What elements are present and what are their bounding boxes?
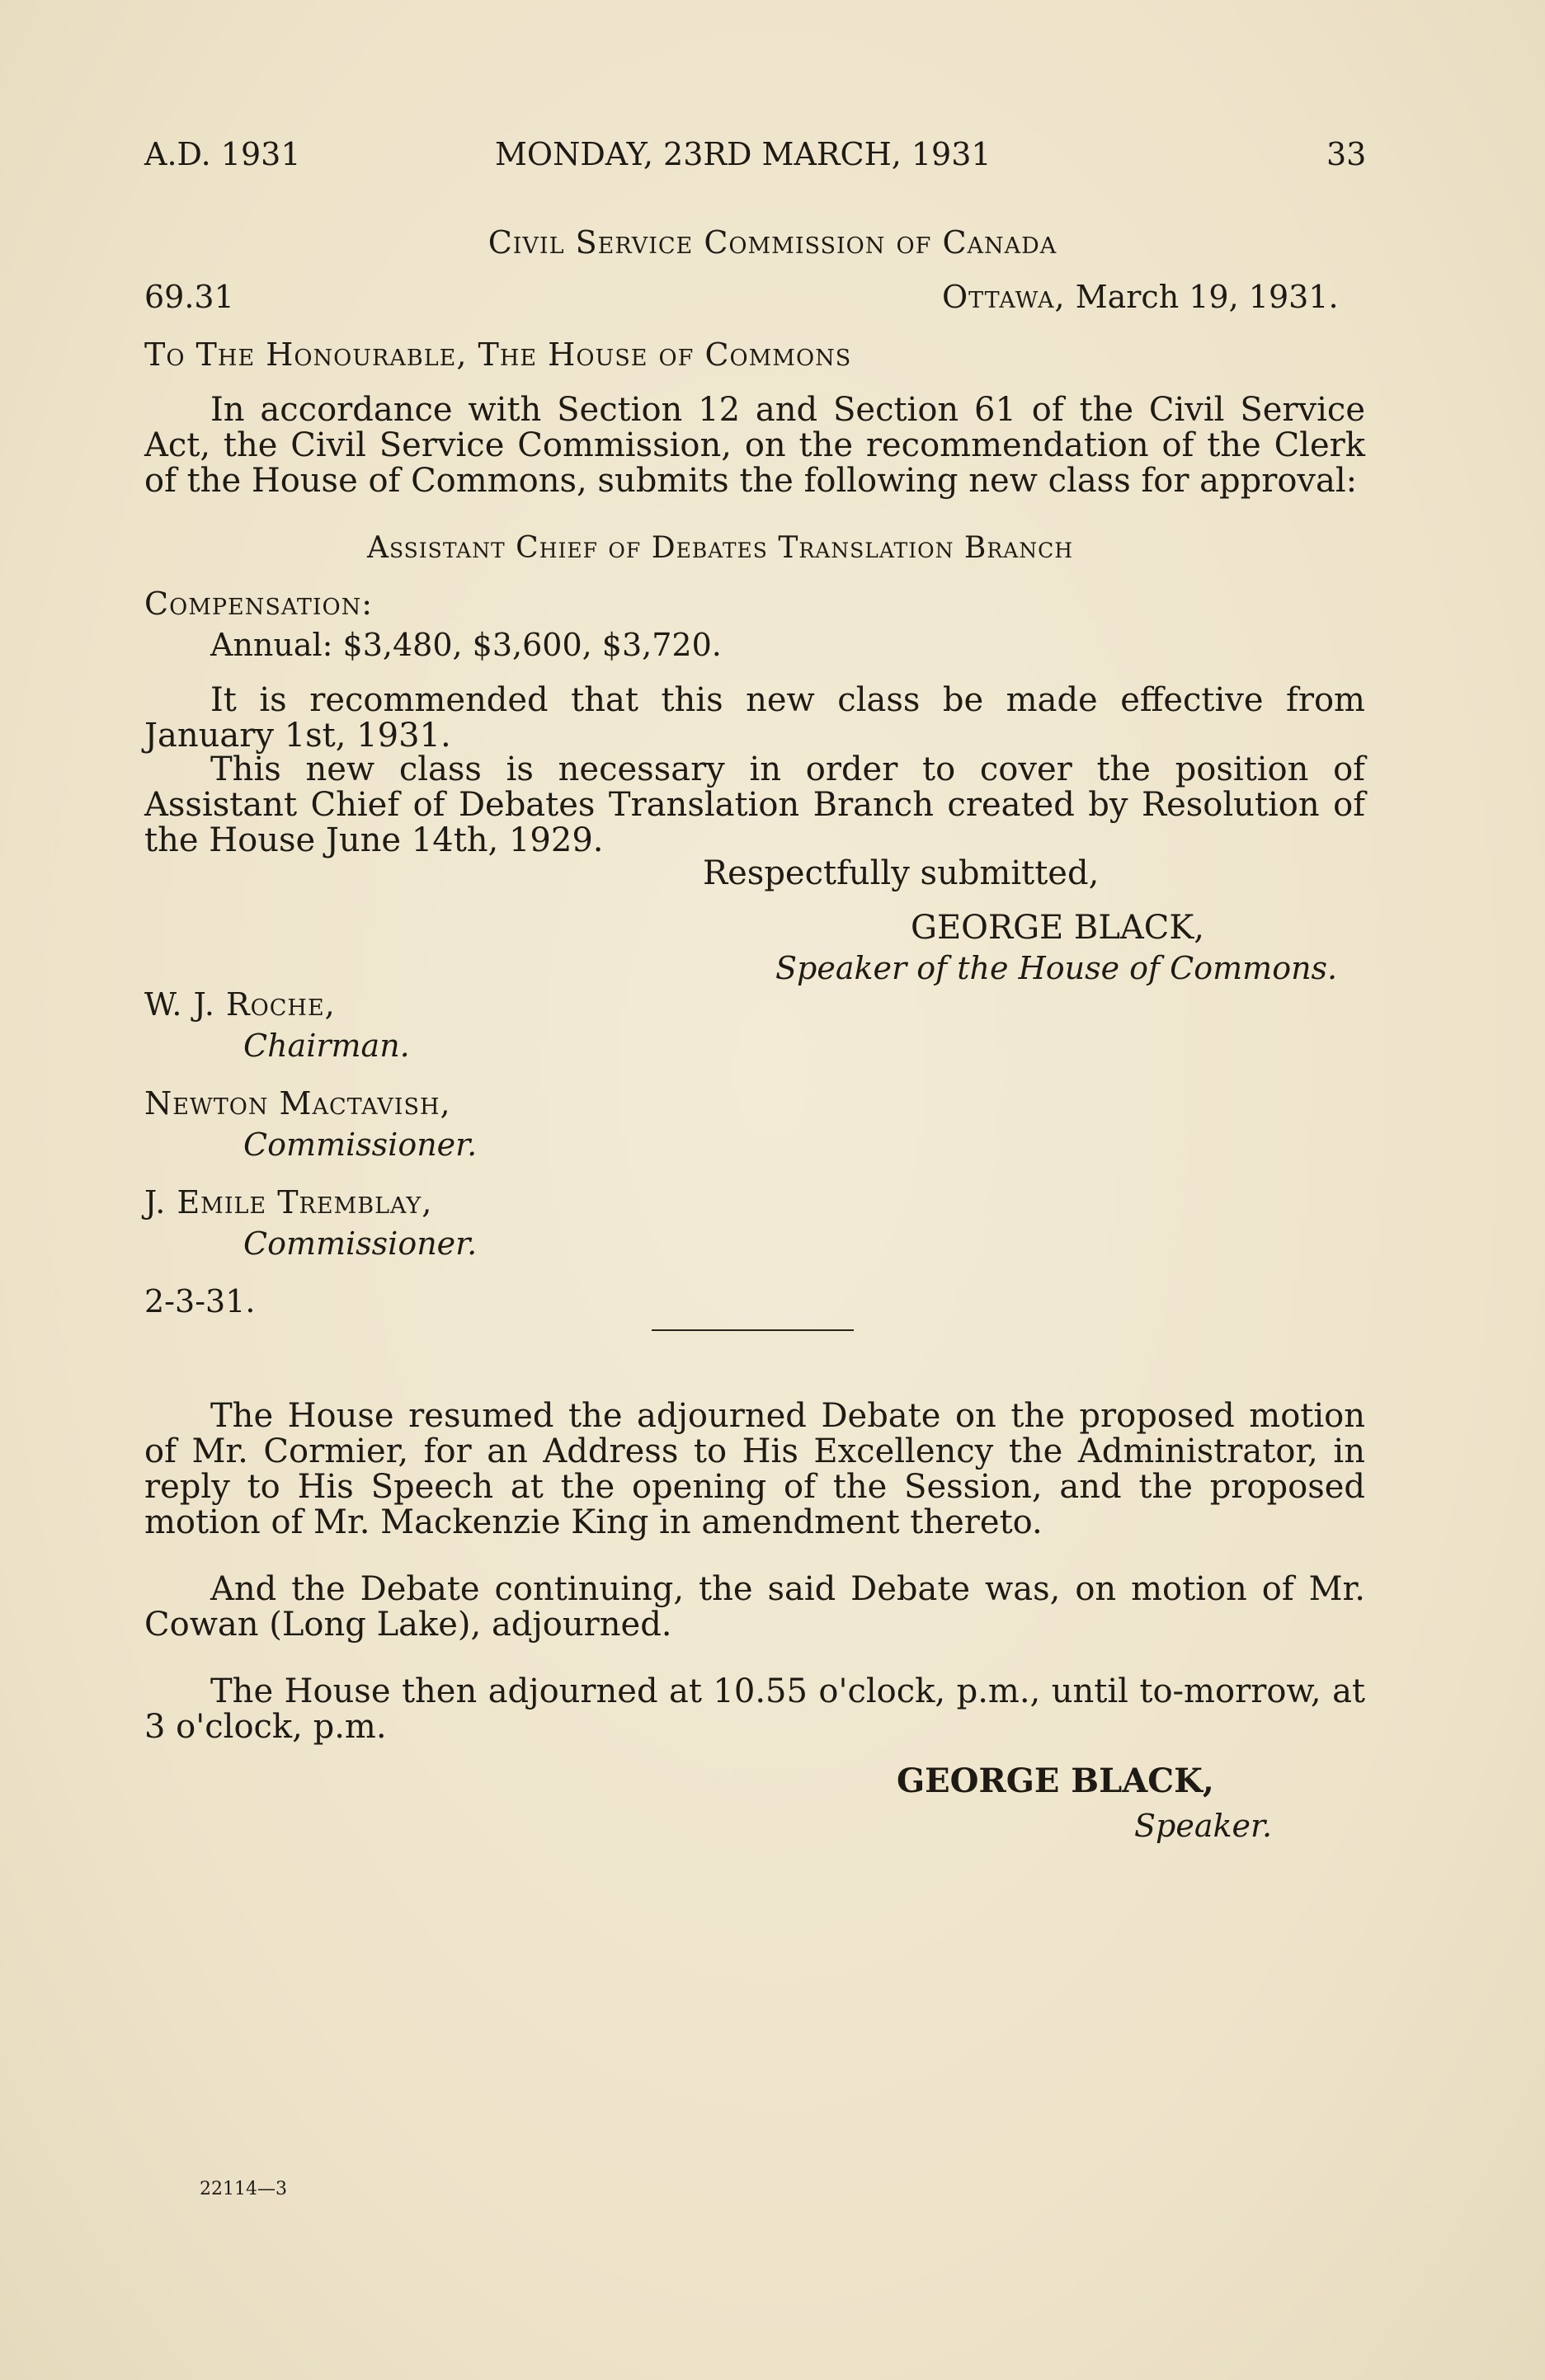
dateline-date: March 19, 1931. (1075, 279, 1339, 315)
dateline (942, 279, 1339, 315)
recommendation-paragraph: It is recommended that this new class be made effective from January 1st, 1931. (144, 681, 1365, 755)
dateline-place: Ottawa, (942, 279, 1066, 315)
closing: Respectfully submitted, (703, 854, 1100, 892)
page-number: 33 (1326, 136, 1367, 172)
signatory-name: J. Emile Tremblay, (144, 1184, 433, 1221)
intro-paragraph: In accordance with Section 12 and Section 61 of the Civil Service Act, the Civil Service Commission, on the recommendation of the Clerk of the House of Commons, submits the following new class for approval: (144, 391, 1365, 500)
proceedings-paragraph: The House resumed the adjourned Debate on the proposed motion of Mr. Cormier, for an Address to His Excellency the Administrator, in reply to His Speech at the opening of the Session, and the proposed motion of Mr. Mackenzie King in amendment thereto. (144, 1397, 1365, 1541)
necessity-paragraph: This new class is necessary in order to cover the position of Assistant Chief of Debates Translation Branch created by Resolution of the House June 14th, 1929. (144, 750, 1365, 859)
signatory-name: Newton Mactavish, (144, 1085, 451, 1122)
signatory-title: Chairman. (243, 1028, 410, 1064)
header-date: MONDAY, 23RD MARCH, 1931 (495, 136, 992, 172)
speaker-title: Speaker of the House of Commons. (775, 950, 1338, 986)
speaker-name: GEORGE BLACK, (911, 909, 1204, 947)
commission-title: Civil Service Commission of Canada (488, 224, 1057, 261)
compensation-label: Compensation: (144, 586, 374, 622)
annual-salary: Annual: $3,480, $3,600, $3,720. (210, 627, 722, 663)
signatory-name: W. J. Roche, (144, 986, 336, 1023)
proceedings-paragraph: And the Debate continuing, the said Debate was, on motion of Mr. Cowan (Long Lake), adjourned. (144, 1570, 1365, 1644)
signing-date: 2-3-31. (144, 1283, 256, 1319)
printer-code: 22114—3 (200, 2179, 287, 2199)
adjournment-signer-title: Speaker. (1134, 1808, 1273, 1844)
header-year: A.D. 1931 (144, 136, 301, 172)
proceedings-paragraph: The House then adjourned at 10.55 o'clock, p.m., until to-morrow, at 3 o'clock, p.m. (144, 1672, 1365, 1746)
section-divider (652, 1329, 854, 1331)
signatory-title: Commissioner. (243, 1225, 478, 1262)
addressee: To The Honourable, The House of Commons (144, 336, 852, 373)
reference-number: 69.31 (144, 279, 234, 315)
signatory-title: Commissioner. (243, 1127, 478, 1163)
adjournment-signer: GEORGE BLACK, (897, 1761, 1214, 1800)
class-title: Assistant Chief of Debates Translation Branch (367, 531, 1074, 565)
